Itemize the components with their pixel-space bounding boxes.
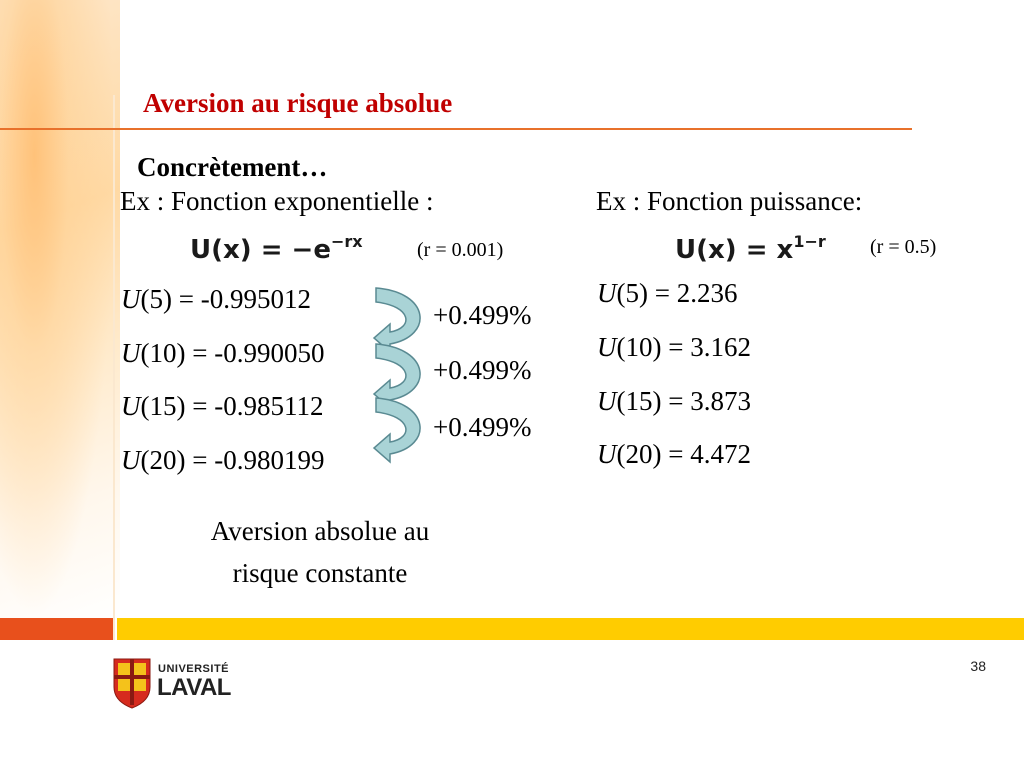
curved-arrow-icon [374,288,420,352]
u-symbol: U [597,386,617,416]
right-formula-base: U(x) = x [675,235,794,265]
right-value-text: (10) = 3.162 [616,332,751,362]
right-value-row [597,332,751,363]
page-number: 38 [970,658,986,674]
conclusion-line-2: risque constante [232,558,408,588]
logo-line-2: LAVAL [157,674,231,701]
title-rule [0,128,912,130]
u-symbol: U [597,332,617,362]
left-heading: Ex : Fonction exponentielle : [120,186,434,216]
logo-line-1: UNIVERSITÉ [158,663,230,675]
left-value-text: (15) = -0.985112 [140,391,324,421]
conclusion-line-1: Aversion absolue au [210,516,430,546]
left-formula-base: U(x) = −e [190,235,331,265]
left-value-row [121,445,324,476]
u-symbol: U [121,338,141,368]
right-formula-exponent: 1−r [793,232,826,251]
curved-arrows-graphic [368,286,438,466]
left-formula [190,232,363,265]
right-formula [675,232,826,265]
right-heading: Ex : Fonction puissance: [596,186,863,216]
left-formula-exponent: −rx [330,232,363,251]
increment-label: +0.499% [433,412,532,442]
left-value-text: (10) = -0.990050 [140,338,325,368]
shield-icon [112,657,152,709]
slide-subtitle: Concrètement… [137,152,328,182]
footer-band-red [0,618,113,640]
slide-title: Aversion au risque absolue [143,88,453,118]
footer-band-yellow [117,618,1024,640]
u-symbol: U [121,391,141,421]
left-param: (r = 0.001) [417,239,504,261]
increment-label: +0.499% [433,300,532,330]
curved-arrow-icon [374,398,420,462]
right-value-text: (5) = 2.236 [616,278,738,308]
right-value-row [597,386,751,417]
left-value-row [121,391,323,422]
left-value-text: (20) = -0.980199 [140,445,325,475]
right-param: (r = 0.5) [870,236,937,258]
right-value-row [597,439,751,470]
right-value-text: (15) = 3.873 [616,386,751,416]
increment-label: +0.499% [433,355,532,385]
left-value-row [121,338,324,369]
left-divider [113,95,115,640]
u-symbol: U [597,439,617,469]
left-value-row [121,284,311,315]
u-symbol: U [121,445,141,475]
background-glow-highlight [0,0,115,620]
right-value-row [597,278,737,309]
u-symbol: U [597,278,617,308]
left-value-text: (5) = -0.995012 [140,284,311,314]
u-symbol: U [121,284,141,314]
university-logo [112,657,242,711]
right-value-text: (20) = 4.472 [616,439,751,469]
